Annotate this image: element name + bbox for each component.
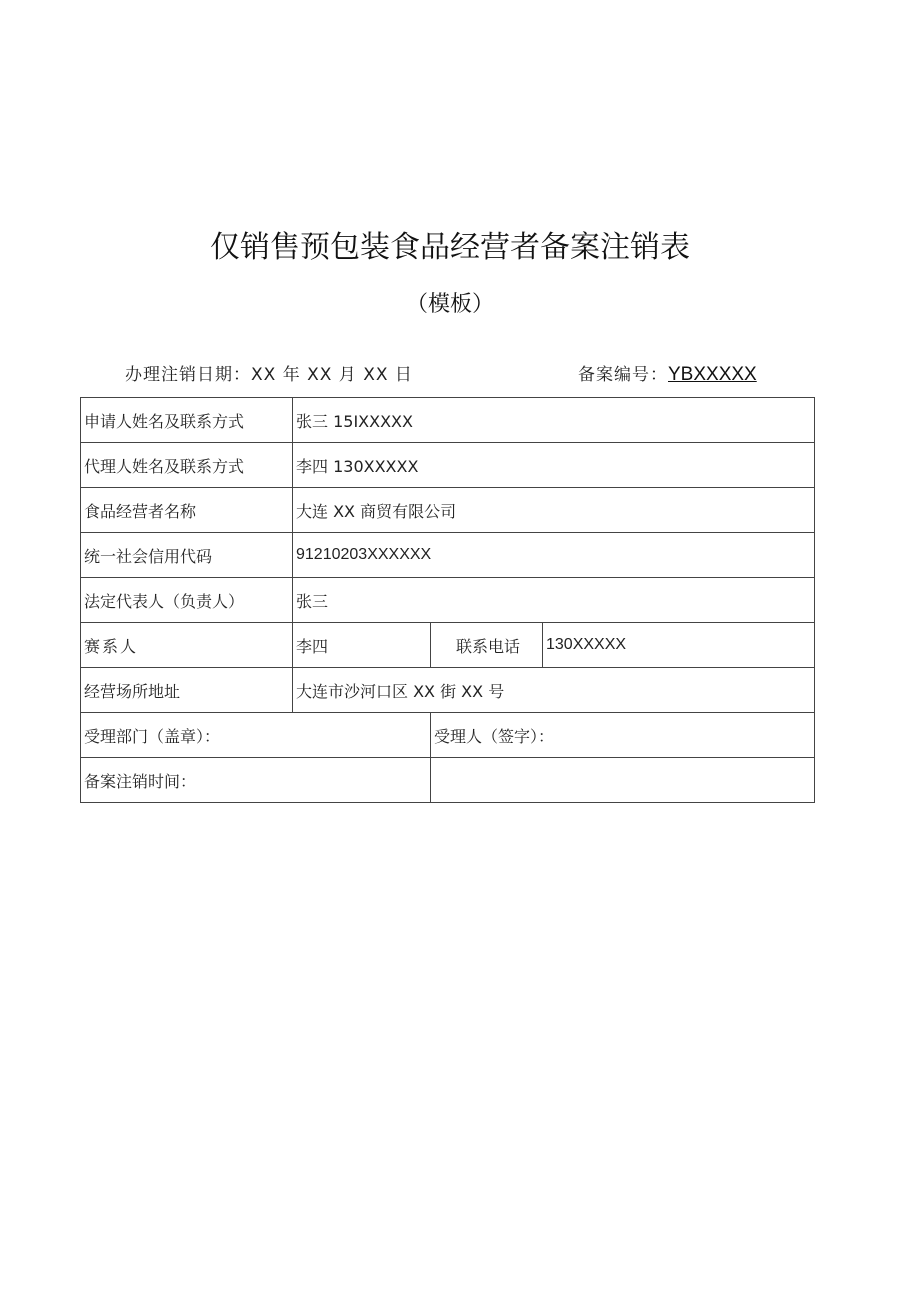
legal-rep-label: 法定代表人（负责人） bbox=[81, 578, 293, 623]
filing-number bbox=[578, 360, 757, 386]
table-row bbox=[81, 533, 815, 578]
agent-value: 李四 130XXXXX bbox=[293, 443, 815, 488]
cancellation-date: 办理注销日期：XX 年 XX 月 XX 日 bbox=[125, 365, 413, 385]
table-row bbox=[81, 488, 815, 533]
page-subtitle: （模板） bbox=[405, 292, 494, 317]
page-title: 仅销售预包装食品经营者备案注销表 bbox=[210, 230, 690, 265]
table-row bbox=[81, 623, 815, 668]
agent-label: 代理人姓名及联系方式 bbox=[81, 443, 293, 488]
table-row bbox=[81, 668, 815, 713]
cancellation-form-table bbox=[80, 397, 815, 803]
applicant-label: 申请人姓名及联系方式 bbox=[81, 398, 293, 443]
cancel-time-label: 备案注销时间： bbox=[81, 758, 431, 803]
filing-number-value: YBXXXXX bbox=[668, 364, 757, 385]
legal-rep-value: 张三 bbox=[293, 578, 815, 623]
contact-person-value: 李四 bbox=[293, 623, 431, 668]
table-row bbox=[81, 758, 815, 803]
phone-value: 130XXXXX bbox=[543, 623, 815, 668]
filing-number-label: 备案编号： bbox=[578, 365, 668, 385]
cancel-time-value bbox=[431, 758, 815, 803]
table-row bbox=[81, 713, 815, 758]
credit-code-label: 统一社会信用代码 bbox=[81, 533, 293, 578]
table-row bbox=[81, 443, 815, 488]
credit-code-value: 91210203XXXXXX bbox=[293, 533, 815, 578]
phone-label: 联系电话 bbox=[431, 623, 543, 668]
receiver-label: 受理人（签字）： bbox=[431, 713, 815, 758]
operator-name-value: 大连 XX 商贸有限公司 bbox=[293, 488, 815, 533]
operator-name-label: 食品经营者名称 bbox=[81, 488, 293, 533]
address-label: 经营场所地址 bbox=[81, 668, 293, 713]
applicant-value: 张三 15IXXXXX bbox=[293, 398, 815, 443]
table-row bbox=[81, 398, 815, 443]
address-value: 大连市沙河口区 XX 街 XX 号 bbox=[293, 668, 815, 713]
table-row bbox=[81, 578, 815, 623]
accepting-dept-label: 受理部门（盖章）： bbox=[81, 713, 431, 758]
contact-person-label: 赛系人 bbox=[81, 623, 293, 668]
